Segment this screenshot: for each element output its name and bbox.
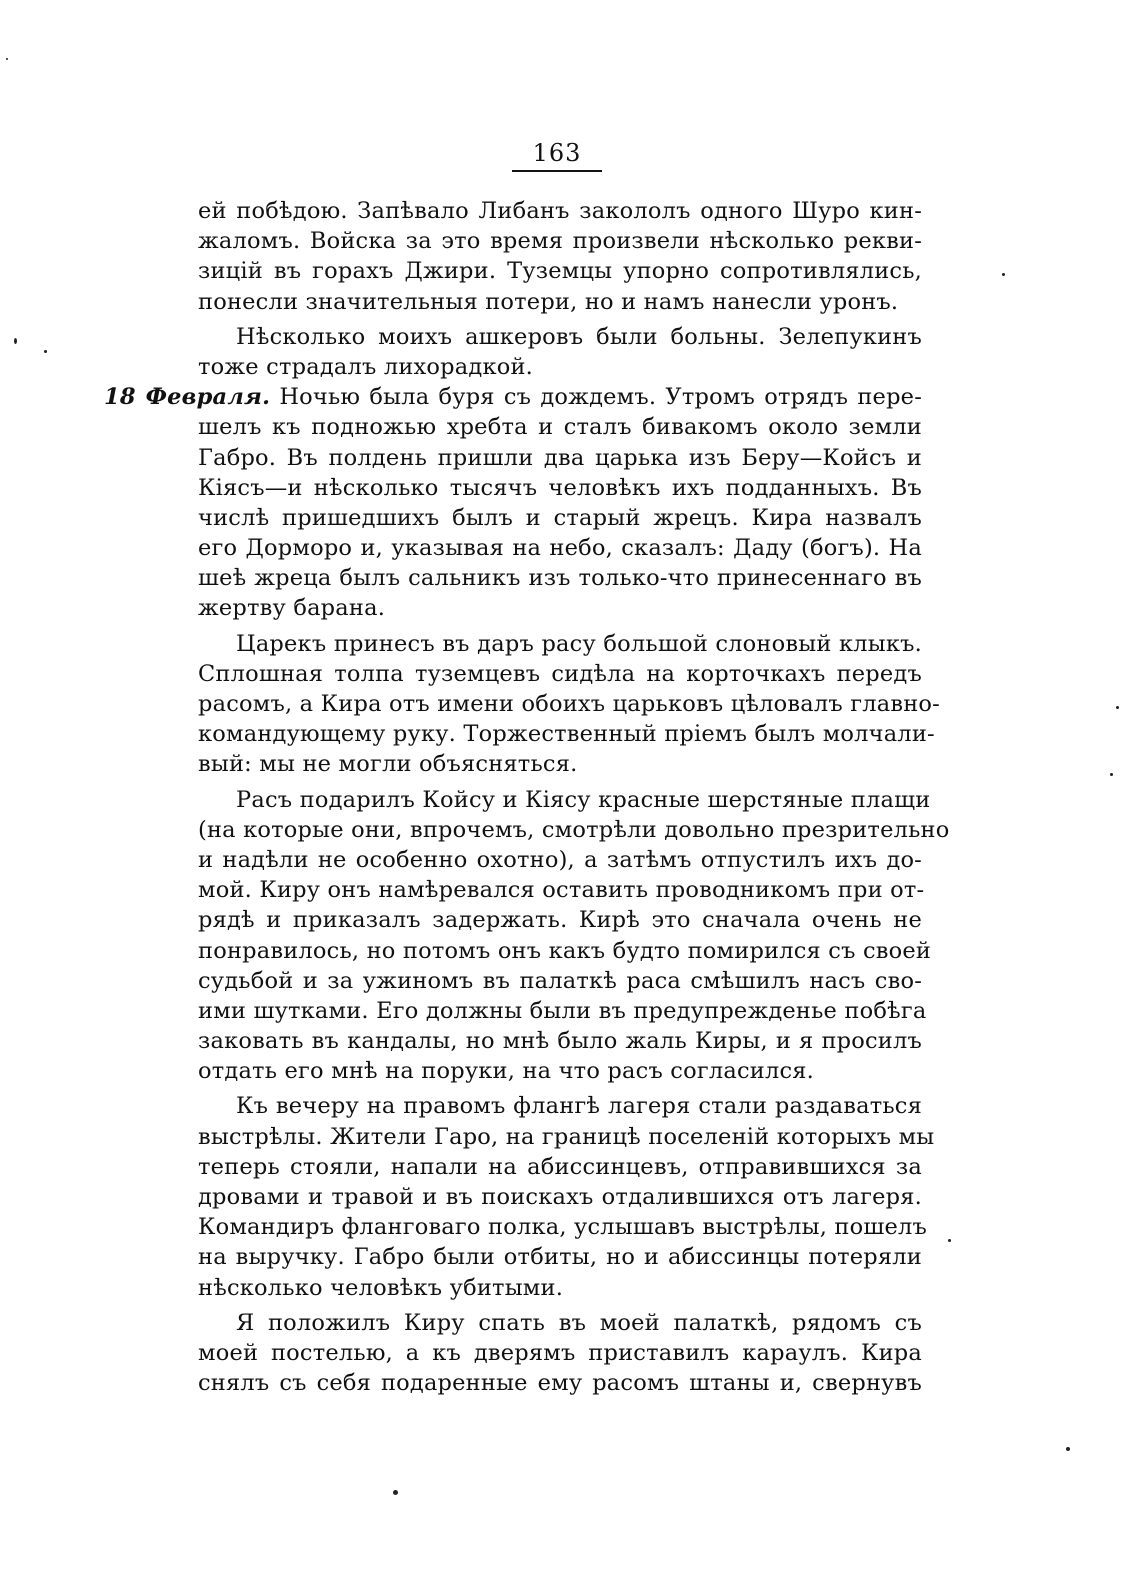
text-line: ими шутками. Его должны были въ предупрежденье побѣга	[198, 997, 927, 1024]
paragraph	[198, 629, 940, 780]
scan-speck	[393, 1490, 398, 1495]
text-line: отдать его мнѣ на поруки, на что расъ согласился.	[198, 1058, 814, 1085]
paragraph	[198, 196, 922, 317]
text-line: снялъ съ себя подаренные ему расомъ штаны и, свернувъ	[198, 1370, 922, 1397]
body-text	[104, 196, 950, 1398]
text-line: понесли значительныя потери, но и намъ нанесли уронъ.	[198, 288, 899, 315]
entry-date: 18 Февраля.	[104, 384, 271, 411]
text-line: числѣ пришедшихъ былъ и старый жрецъ. Кира назвалъ	[198, 504, 922, 531]
scan-speck	[1116, 706, 1119, 709]
text-line: Расъ подарилъ Койсу и Кіясу красные шерстяные плащи	[236, 786, 931, 813]
text-line: дровами и травой и въ поискахъ отдалившихся отъ лагеря.	[198, 1184, 922, 1210]
text-line: расомъ, а Кира отъ имени обоихъ царьковъ цѣловалъ главно-	[198, 691, 940, 717]
text-line: Нѣсколько моихъ ашкеровъ были больны. Зелепукинъ	[236, 323, 922, 350]
text-line: Къ вечеру на правомъ флангѣ лагеря стали раздаваться	[236, 1093, 922, 1120]
text-line: и надѣли не особенно охотно), а затѣмъ отпустилъ ихъ до-	[198, 846, 922, 873]
text-line: (на которые они, впрочемъ, смотрѣли довольно презрительно	[198, 816, 950, 843]
text-line: жертву барана.	[198, 595, 386, 622]
text-line: судьбой и за ужиномъ въ палаткѣ раса смѣшилъ насъ сво-	[198, 967, 922, 994]
paragraph	[198, 322, 922, 382]
text-line: шелъ къ подножью хребта и сталъ бивакомъ около земли	[198, 414, 922, 441]
scan-speck	[14, 338, 17, 344]
text-line: Я положилъ Киру спать въ моей палаткѣ, рядомъ съ	[236, 1309, 922, 1336]
text-line: понравилось, но потомъ онъ какъ будто помирился съ своей	[198, 937, 932, 964]
scan-speck	[1066, 1447, 1070, 1451]
text-line: Сплошная толпа туземцевъ сидѣла на корточкахъ передъ	[198, 660, 922, 687]
page-number: 163	[532, 139, 582, 167]
text-line: моей постелью, а къ дверямъ приставилъ караулъ. Кира	[198, 1339, 922, 1366]
text-line: Командиръ фланговаго полка, услышавъ выстрѣлы, пошелъ	[198, 1214, 928, 1241]
page-number-underline	[512, 170, 602, 172]
text-line: рядѣ и приказалъ задержать. Кирѣ это сначала очень не	[198, 907, 922, 934]
text-line: его Дорморо и, указывая на небо, сказалъ: Даду (богъ). На	[198, 535, 922, 562]
text-line: Кіясъ—и нѣсколько тысячъ человѣкъ ихъ подданныхъ. Въ	[198, 474, 922, 501]
text-line: Габро. Въ полдень пришли два царька изъ Беру—Койсъ и	[198, 444, 922, 471]
text-line: шеѣ жреца былъ сальникъ изъ только-что принесеннаго въ	[198, 565, 922, 592]
text-line-with-date	[104, 382, 922, 412]
text-line: зицій въ горахъ Джири. Туземцы упорно сопротивлялись,	[198, 258, 922, 285]
text-line: командующему руку. Торжественный пріемъ былъ молчали-	[198, 721, 935, 748]
text-line: теперь стояли, напали на абиссинцевъ, отправившихся за	[198, 1153, 922, 1180]
scan-speck	[948, 1239, 951, 1242]
text-line: заковать въ кандалы, но мнѣ было жаль Киры, и я просилъ	[198, 1028, 922, 1055]
text-line: мой. Киру онъ намѣревался оставить проводникомъ при от-	[198, 877, 925, 904]
text-line: выстрѣлы. Жители Гаро, на границѣ поселеній которыхъ мы	[198, 1123, 935, 1150]
scan-speck	[44, 350, 47, 353]
text-line: жаломъ. Войска за это время произвели нѣсколько рекви-	[198, 228, 922, 255]
text-line: вый: мы не могли объясняться.	[198, 751, 578, 778]
text-line: тоже страдалъ лихорадкой.	[198, 353, 534, 380]
scan-speck	[1002, 273, 1005, 276]
scan-speck	[1110, 773, 1113, 776]
text-line: нѣсколько человѣкъ убитыми.	[198, 1274, 564, 1301]
text-line: Царекъ принесъ въ даръ расу большой слоновый клыкъ.	[236, 630, 922, 657]
text-line-rest: Ночью была буря съ дождемъ. Утромъ отрядъ пере-	[270, 384, 922, 411]
paragraph	[198, 1091, 935, 1302]
dated-entry	[104, 382, 922, 624]
scan-speck	[6, 58, 8, 60]
paragraph	[198, 785, 950, 1087]
text-line: ей побѣдою. Запѣвало Либанъ закололъ одного Шуро кин-	[198, 198, 922, 224]
paragraph	[198, 1308, 922, 1399]
text-line: на выручку. Габро были отбиты, но и абиссинцы потеряли	[198, 1244, 922, 1271]
